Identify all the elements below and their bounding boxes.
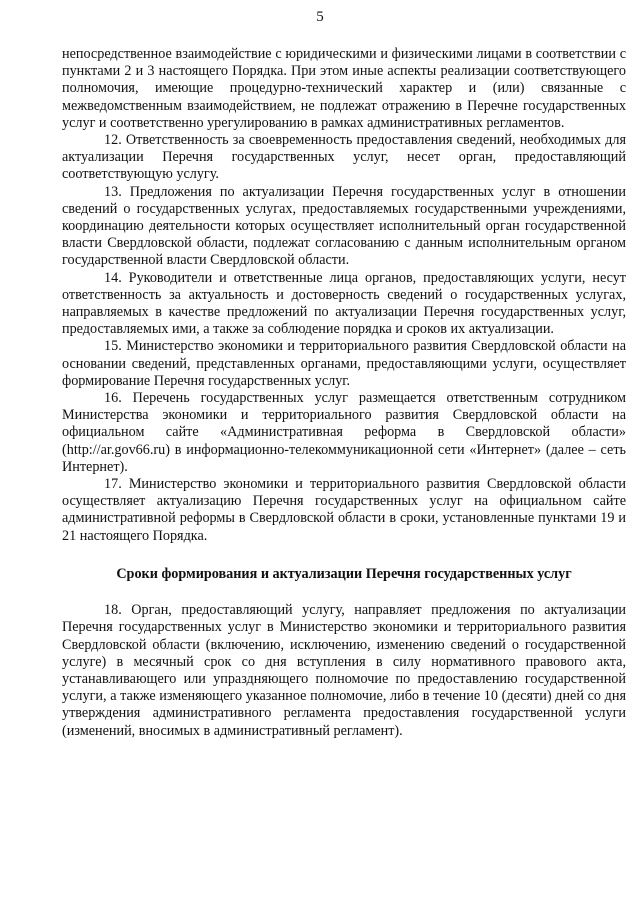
paragraph-item-13: 13. Предложения по актуализации Перечня государственных услуг в отношении сведений о государственных услугах, предоставляемых государственными учреждениями, координацию деятельности которых осуществляет исполнительный орган государственной власти Свердловской области, подлежат согласованию с данным исполнительным органом государственной власти Свердловской области. [62,183,626,269]
paragraph-item-14: 14. Руководители и ответственные лица органов, предоставляющих услуги, несут ответственность за актуальность и достоверность сведений о государственных услугах, направляемых в качестве предложений по актуализации Перечня государственных услуг, предоставляемых ими, а также за соблюдение порядка и сроков их актуализации. [62,269,626,338]
document-body [62,46,626,740]
paragraph-item-17: 17. Министерство экономики и территориального развития Свердловской области осуществляет актуализацию Перечня государственных услуг на официальном сайте административной реформы в Свердловской области в сроки, установленные пунктами 19 и 21 настоящего Порядка. [62,476,626,544]
paragraph-item-12: 12. Ответственность за своевременность предоставления сведений, необходимых для актуализации Перечня государственных услуг, несет орган, предоставляющий соответствующую услугу. [62,132,626,183]
paragraph-item-16: 16. Перечень государственных услуг размещается ответственным сотрудником Министерства экономики и территориального развития Свердловской области на официальном сайте «Административная реформа в Свердловской области» (http://ar.gov66.ru) в информационно-телекоммуникационной сети «Интернет» (далее – сеть Интернет). [62,390,626,475]
page-number: 5 [316,9,324,25]
paragraph-item-18: 18. Орган, предоставляющий услугу, направляет предложения по актуализации Перечня государственных услуг в Министерство экономики и территориального развития Свердловской области (включению, исключению, изменению сведений о государственной услуге) в месячный срок со дня вступления в силу нормативного правового акта, устанавливающего или упраздняющего полномочие по предоставлению государственной услуги, а также изменяющего указанное полномочие, либо в течение 10 (десяти) дней со дня утверждения административного регламента предоставления государственной услуги (изменений, вносимых в административный регламент). [62,602,626,739]
section-title: Сроки формирования и актуализации Перечня государственных услуг [116,565,572,582]
paragraph-continuation: непосредственное взаимодействие с юридическими и физическими лицами в соответствии с пунктами 2 и 3 настоящего Порядка. При этом иные аспекты реализации соответствующего полномочия, имеющие процедурно-технический характер и (или) связанные с межведомственным взаимодействием, не подлежат отражению в Перечне государственных услуг и соответственно урегулированию в рамках административных регламентов. [62,46,626,131]
paragraph-item-15: 15. Министерство экономики и территориального развития Свердловской области на основании сведений, представленных органами, предоставляющими услуги, осуществляет формирование Перечня государственных услуг. [62,338,626,389]
